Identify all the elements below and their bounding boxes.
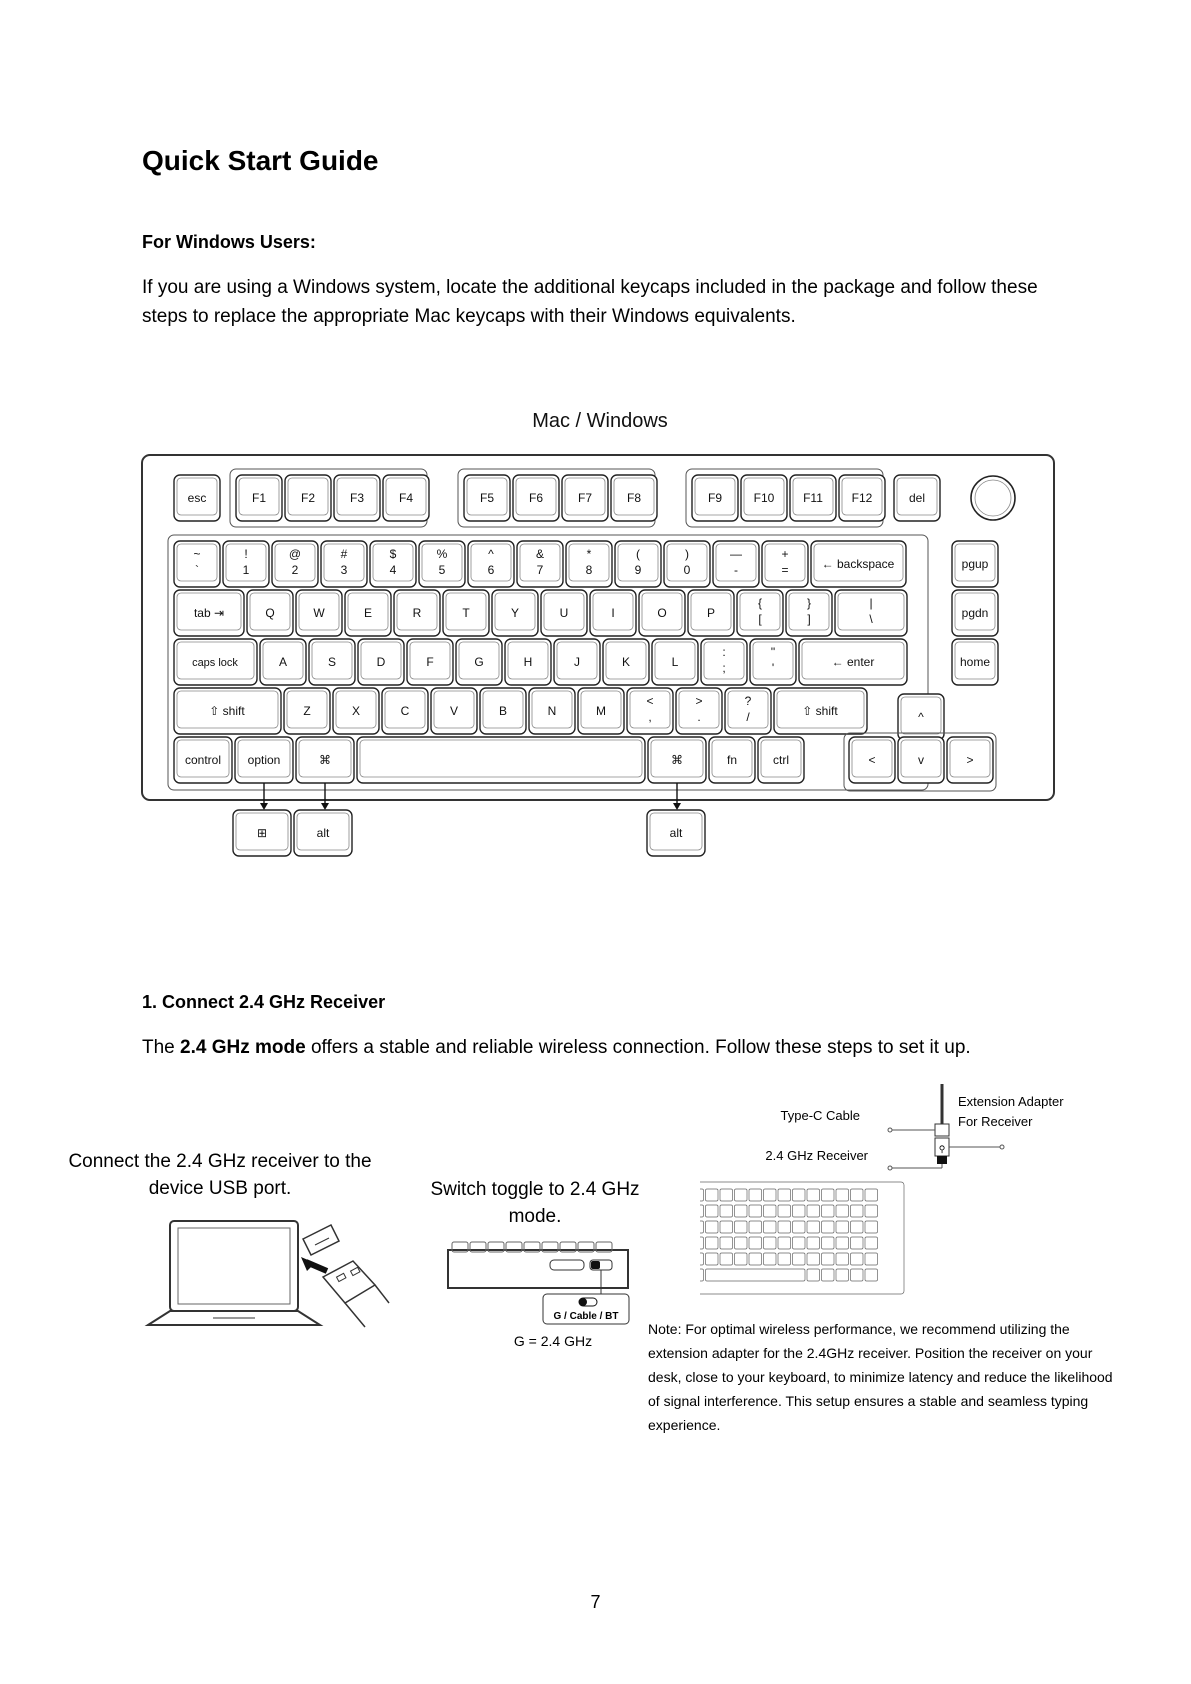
key-f2-label: F2 [300,491,316,505]
keycap-diagram [140,405,1060,925]
mini-key [735,1189,748,1201]
mini-key [822,1269,835,1281]
mini-key [822,1253,835,1265]
mini-key [807,1269,820,1281]
mini-key [807,1189,820,1201]
key-z-label: Z [303,704,311,718]
key-f5-label: F5 [479,491,495,505]
mini-key [720,1253,733,1265]
key-u-label: U [559,606,569,620]
key-comma-0-top: < [646,694,654,708]
mini-key [735,1253,748,1265]
key-e-label: E [363,606,373,620]
mini-key [865,1221,878,1233]
mini-key [764,1189,777,1201]
adapter-label-2: For Receiver [958,1114,1033,1129]
step2-caption: Switch toggle to 2.4 GHz mode. [430,1179,640,1227]
keyboard-svg [140,405,1060,925]
key-h-label: H [523,655,533,669]
key-num-8-bottom: 8 [585,563,593,577]
section1-paragraph [142,1033,1062,1062]
mini-key [851,1221,864,1233]
mini-key [851,1205,864,1217]
laptop-screen [170,1221,298,1311]
mini-key [807,1253,820,1265]
key-comma-1-bottom: . [697,710,701,724]
key-semi-1-top: " [770,645,776,659]
diagram-title: Mac / Windows [532,410,668,432]
mini-key [706,1221,719,1233]
mini-key [749,1205,762,1217]
key-bracket-2-top: | [869,596,873,610]
key-f7-label: F7 [577,491,593,505]
key-num-5-bottom: 5 [438,563,446,577]
key-v-label: V [449,704,459,718]
key-f1-label: F1 [251,491,267,505]
key-num-10-bottom: 0 [683,563,691,577]
key-semi-0-top: : [722,645,726,659]
key-num-5-top: % [436,547,448,561]
page-title: Quick Start Guide [142,145,379,176]
mini-key [778,1237,791,1249]
arrow-cmd-to-alt-head [321,803,329,810]
mini-key [764,1205,777,1217]
key-home-label: home [959,655,991,669]
receiver-illustration [700,1080,1080,1310]
key-num-3-top: # [340,547,348,561]
key-f4-label: F4 [398,491,414,505]
mini-key [793,1189,806,1201]
key-lshift-label: ⇧ shift [209,704,245,718]
mini-key [865,1189,878,1201]
key-c-label: C [400,704,410,718]
usb-c-port [550,1260,584,1270]
key-d-label: D [376,655,386,669]
mini-key [851,1253,864,1265]
key-fn-label: fn [726,753,738,767]
mini-key [822,1205,835,1217]
mini-key [851,1237,864,1249]
mini-key [778,1221,791,1233]
key-num-12-top: + [781,547,789,561]
mini-key [700,1253,704,1265]
mini-key [720,1205,733,1217]
key-num-3-bottom: 3 [340,563,348,577]
key-bracket-0-top: { [757,596,763,610]
key-alt-right-label: alt [669,826,683,840]
mini-key [700,1221,704,1233]
key-num-6-top: ^ [488,547,494,561]
key-num-1-top: ! [244,547,248,561]
section1-heading: 1. Connect 2.4 GHz Receiver [142,992,386,1012]
key-esc-label: esc [187,491,207,505]
key-arrow-down-label: v [918,753,924,767]
mini-key [735,1205,748,1217]
key-num-11-top: — [730,547,742,561]
key-semi-0-bottom: ; [722,661,726,675]
rotary-knob [971,476,1015,520]
key-comma-1-top: > [695,694,703,708]
adapter-plug [935,1124,949,1136]
key-num-1-bottom: 1 [242,563,250,577]
step1-caption: Connect the 2.4 GHz receiver to the device USB port. [68,1151,372,1199]
key-y-label: Y [510,606,520,620]
mini-key [700,1269,704,1281]
receiver-tip [937,1156,947,1164]
laptop-display [178,1228,290,1304]
key-tab-label: tab ⇥ [193,606,225,620]
key-q-label: Q [265,606,275,620]
para-suffix: offers a stable and reliable wireless connection. Follow these steps to set it up. [305,1037,971,1058]
key-f9-label: F9 [707,491,723,505]
mini-key [749,1189,762,1201]
key-lcmd-label: ⌘ [319,753,331,767]
key-f3-label: F3 [349,491,365,505]
adapter-dot [1000,1145,1004,1149]
mini-key [836,1205,849,1217]
key-num-9-bottom: 9 [634,563,642,577]
toggle-knob [591,1261,600,1269]
type-c-label: Type-C Cable [780,1108,860,1123]
mini-key [778,1253,791,1265]
arrow-option-to-win-head [260,803,268,810]
callout-knob [579,1298,587,1306]
mini-key [836,1269,849,1281]
key-f6-label: F6 [528,491,544,505]
key-rcmd-label: ⌘ [671,753,683,767]
key-num-2-top: @ [288,547,302,561]
key-control-label: control [184,753,222,767]
mini-space [706,1269,806,1281]
key-num-0-top: ~ [193,547,201,561]
key-comma-2-top: ? [744,694,752,708]
mini-key [793,1205,806,1217]
mini-key [749,1253,762,1265]
key-n-label: N [547,704,557,718]
mini-key [851,1269,864,1281]
mini-key [706,1205,719,1217]
key-b-label: B [498,704,508,718]
key-caps-label: caps lock [192,657,238,669]
key-bracket-2-bottom: \ [869,612,873,626]
key-backspace-label: ← backspace [821,557,895,571]
mini-key [735,1221,748,1233]
key-num-0-bottom: ` [195,563,199,577]
type-c-dot [888,1128,892,1132]
insert-arrow [306,1262,327,1271]
para-bold: 2.4 GHz mode [180,1037,306,1058]
para-prefix: The [142,1037,181,1058]
mini-key [793,1237,806,1249]
key-num-8-top: * [586,547,592,561]
key-num-10-top: ) [685,547,689,561]
mini-key [735,1237,748,1249]
mini-key [865,1237,878,1249]
key-x-label: X [351,704,361,718]
key-bracket-1-top: } [806,596,812,610]
mini-key [706,1253,719,1265]
key-comma-2-bottom: / [746,710,750,724]
mini-key [700,1237,704,1249]
key-num-9-top: ( [636,547,640,561]
receiver-dot [888,1166,892,1170]
note-text: Note: For optimal wireless performance, we recommend utilizing the extension adapter for the 2.4GHz receiver. Position the receiver on your desk, close to your keyboard, to minimize latency and reduce the likelihood of signal interference. This setup ensures a stable and seamless typing experience. [648,1321,1113,1433]
usb-receiver-icon [323,1261,375,1303]
key-i-label: I [611,606,615,620]
mini-key [720,1237,733,1249]
mini-key [836,1221,849,1233]
key-f10-label: F10 [753,491,775,505]
toggle-illustration [446,1240,646,1350]
usb-icon: ⚲ [938,1144,946,1154]
key-ctrl-label: ctrl [773,753,789,767]
key-num-4-top: $ [389,547,397,561]
key-num-12-bottom: = [781,563,789,577]
key-k-label: K [621,655,631,669]
key-del-label: del [908,491,926,505]
key-r-label: R [412,606,422,620]
key-space [357,737,645,783]
mini-key [706,1189,719,1201]
mini-key [778,1189,791,1201]
key-s-label: S [327,655,337,669]
mini-key [764,1221,777,1233]
mini-key [700,1205,704,1217]
mini-key [836,1189,849,1201]
key-rshift-label: ⇧ shift [802,704,838,718]
mini-key [706,1237,719,1249]
adapter-label-1: Extension Adapter [958,1094,1064,1109]
mini-key [700,1189,704,1201]
key-t-label: T [462,606,470,620]
mini-key [764,1253,777,1265]
toggle-label: G / Cable / BT [553,1311,619,1322]
key-option-label: option [247,753,281,767]
mini-key [749,1221,762,1233]
key-w-label: W [313,606,325,620]
key-f8-label: F8 [626,491,642,505]
usb-port-icon [303,1225,339,1255]
key-arrow-up-label: ^ [918,710,924,724]
key-m-label: M [596,704,606,718]
mini-key [822,1237,835,1249]
mini-key [720,1189,733,1201]
key-j-label: J [574,655,580,669]
key-num-6-bottom: 6 [487,563,495,577]
mini-key [807,1237,820,1249]
key-bracket-0-bottom: [ [758,612,762,626]
key-g-label: G [474,655,484,669]
mini-key [778,1205,791,1217]
mini-key [749,1237,762,1249]
key-enter-label: ← enter [831,655,875,669]
mini-key [865,1205,878,1217]
key-num-11-bottom: - [734,563,738,577]
key-semi-1-bottom: ' [771,661,775,675]
mini-key [836,1237,849,1249]
key-win-label: ⊞ [256,826,268,840]
arrow-rcmd-to-alt-head [673,803,681,810]
page-number: 7 [590,1592,601,1612]
key-l-label: L [671,655,679,669]
mini-key [807,1221,820,1233]
key-alt-left-label: alt [316,826,330,840]
mini-key [836,1253,849,1265]
key-o-label: O [657,606,667,620]
key-arrow-right-label: > [966,753,974,767]
key-arrow-left-label: < [868,753,876,767]
mini-key [720,1221,733,1233]
mini-key [807,1205,820,1217]
windows-heading: For Windows Users: [142,232,316,252]
receiver-label: 2.4 GHz Receiver [765,1148,868,1163]
mini-key [822,1189,835,1201]
mini-key [822,1221,835,1233]
windows-paragraph: If you are using a Windows system, locate the additional keycaps included in the package and follow these steps to replace the appropriate Mac keycaps with their Windows equivalents. [142,277,1038,327]
key-a-label: A [278,655,288,669]
mini-key [764,1237,777,1249]
laptop-illustration [143,1215,393,1335]
key-num-7-top: & [535,547,545,561]
key-num-2-bottom: 2 [291,563,299,577]
mini-key [793,1221,806,1233]
mode-legend: G = 2.4 GHz [513,1333,593,1349]
mini-key [793,1253,806,1265]
key-comma-0-bottom: , [648,710,652,724]
key-pgdn-label: pgdn [961,606,989,620]
key-f11-label: F11 [803,491,823,505]
mini-key [865,1253,878,1265]
mini-keyboard [700,1182,904,1294]
key-f12-label: F12 [851,491,873,505]
key-bracket-1-bottom: ] [807,612,811,626]
mini-key [851,1189,864,1201]
key-num-7-bottom: 7 [536,563,544,577]
key-num-4-bottom: 4 [389,563,397,577]
key-f-label: F [426,655,434,669]
mini-key [865,1269,878,1281]
key-p-label: P [706,606,716,620]
key-pgup-label: pgup [961,557,989,571]
